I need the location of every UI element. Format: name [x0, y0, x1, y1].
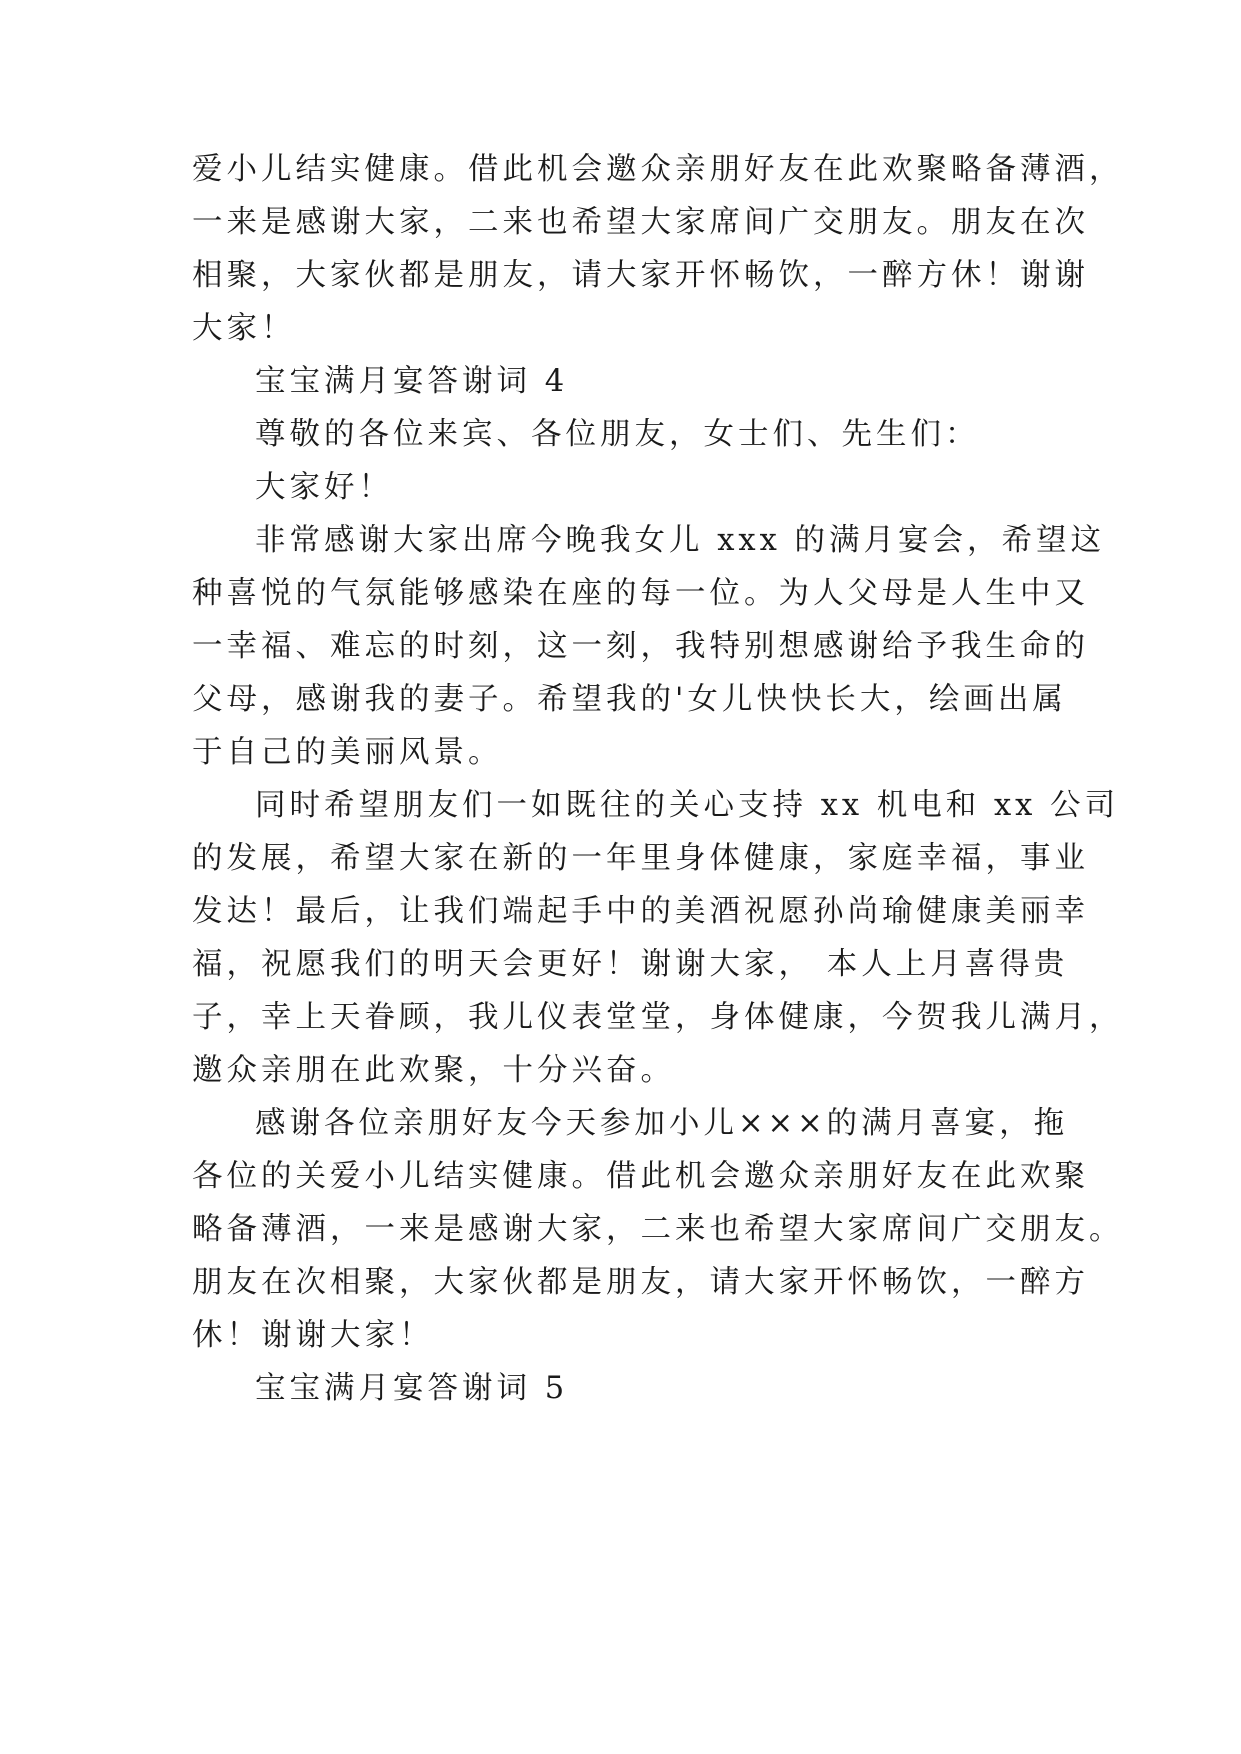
text-line: 子，幸上天眷顾，我儿仪表堂堂，身体健康，今贺我儿满月， — [192, 1000, 1124, 1035]
text-line: 种喜悦的气氛能够感染在座的每一位。为人父母是人生中又 — [192, 576, 1089, 611]
text-line: 福，祝愿我们的明天会更好！谢谢大家， 本人上月喜得贵 — [192, 947, 1069, 982]
text-line: 的发展，希望大家在新的一年里身体健康，家庭幸福，事业 — [192, 841, 1089, 876]
greeting: 大家好！ — [255, 470, 393, 505]
text-line: 休！谢谢大家！ — [192, 1318, 434, 1353]
text-line: 爱小儿结实健康。借此机会邀众亲朋好友在此欢聚略备薄酒， — [192, 152, 1124, 187]
salutation: 尊敬的各位来宾、各位朋友，女士们、先生们： — [255, 417, 980, 452]
text-line: 一幸福、难忘的时刻，这一刻，我特别想感谢给予我生命的 — [192, 629, 1089, 664]
section-heading: 宝宝满月宴答谢词 5 — [255, 1371, 569, 1406]
section-heading: 宝宝满月宴答谢词 4 — [255, 364, 569, 399]
text-line: 非常感谢大家出席今晚我女儿 xxx 的满月宴会，希望这 — [255, 523, 1105, 558]
text-line: 相聚，大家伙都是朋友，请大家开怀畅饮，一醉方休！谢谢 — [192, 258, 1089, 293]
text-line: 朋友在次相聚，大家伙都是朋友，请大家开怀畅饮，一醉方 — [192, 1265, 1089, 1300]
text-line: 略备薄酒，一来是感谢大家，二来也希望大家席间广交朋友。 — [192, 1212, 1124, 1247]
text-line: 于自己的美丽风景。 — [192, 735, 503, 770]
text-line: 同时希望朋友们一如既往的关心支持 xx 机电和 xx 公司 — [255, 788, 1120, 823]
text-line: 各位的关爱小儿结实健康。借此机会邀众亲朋好友在此欢聚 — [192, 1159, 1089, 1194]
text-line: 父母，感谢我的妻子。希望我的'女儿快快长大，绘画出属 — [192, 682, 1067, 717]
text-line: 邀众亲朋在此欢聚，十分兴奋。 — [192, 1053, 675, 1088]
text-line: 感谢各位亲朋好友今天参加小儿×××的满月喜宴，拖 — [255, 1106, 1069, 1141]
text-line: 发达！最后，让我们端起手中的美酒祝愿孙尚瑜健康美丽幸 — [192, 894, 1089, 929]
text-line: 大家！ — [192, 311, 296, 346]
text-line: 一来是感谢大家，二来也希望大家席间广交朋友。朋友在次 — [192, 205, 1089, 240]
